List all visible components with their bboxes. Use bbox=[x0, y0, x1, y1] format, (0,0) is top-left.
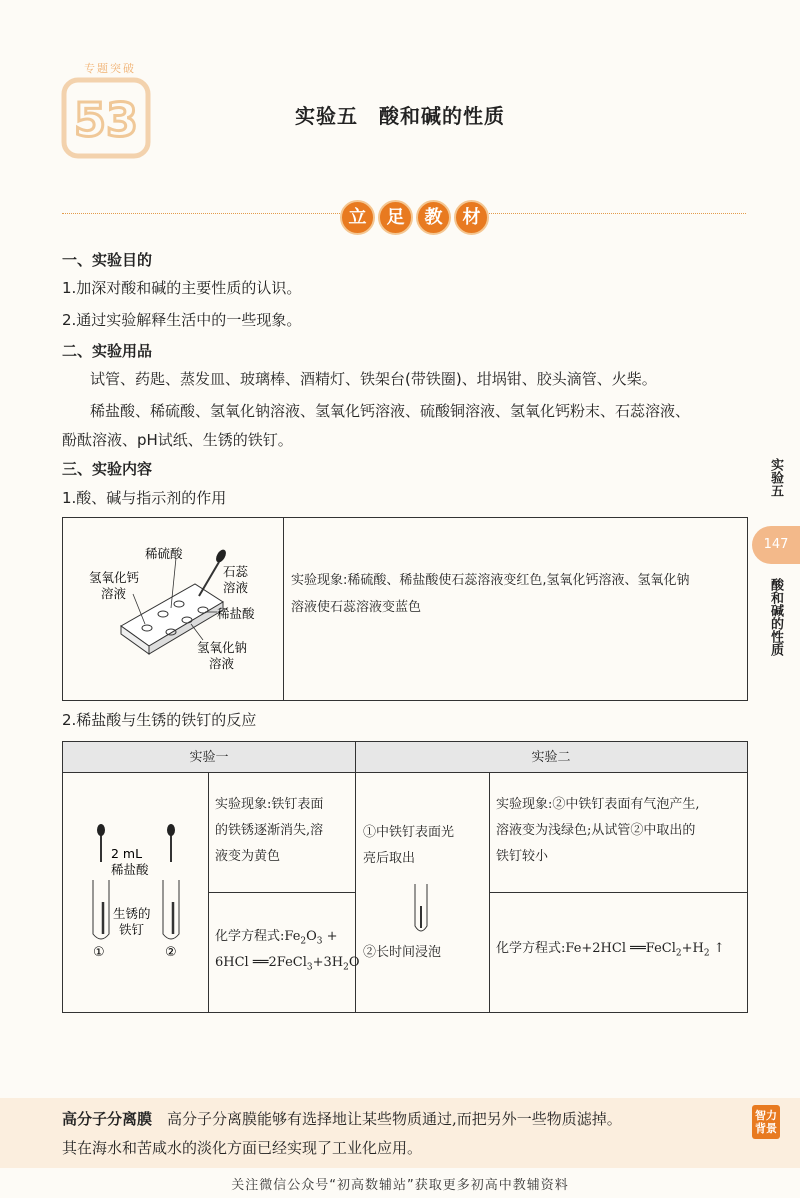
divider-left bbox=[62, 213, 348, 214]
small-test-tube-icon bbox=[411, 882, 431, 937]
materials-line: 试管、药匙、蒸发皿、玻璃棒、酒精灯、铁架台(带铁圈)、坩埚钳、胶头滴管、火柴。 bbox=[90, 370, 657, 388]
purpose-item: 1.加深对酸和碱的主要性质的认识。 bbox=[62, 279, 302, 297]
exp2-step: 亮后取出 bbox=[363, 851, 416, 866]
label-naoh-2: 溶液 bbox=[209, 656, 235, 671]
exp2-equation: 化学方程式:Fe+2HCl $══FeCl_2+H_2$ ↑ bbox=[496, 941, 725, 959]
exp1-equation: 6HCl $══2FeCl_3+3H_2O$ bbox=[215, 955, 360, 973]
observation-line: 溶液使石蕊溶液变蓝色 bbox=[291, 600, 422, 615]
footer-badge: 智力背景 bbox=[752, 1105, 780, 1139]
materials-line: 稀盐酸、稀硫酸、氢氧化钠溶液、氢氧化钙溶液、硫酸铜溶液、氢氧化钙粉末、石蕊溶液、 bbox=[90, 402, 691, 420]
tube-1-label: ① bbox=[93, 945, 105, 960]
divider-right bbox=[476, 213, 746, 214]
indicator-table bbox=[62, 517, 748, 701]
exp1-equation: 化学方程式$:Fe_2O_3$ + bbox=[215, 929, 338, 947]
page-number: 147 bbox=[752, 526, 800, 564]
tube-2-label: ② bbox=[165, 945, 177, 960]
heading-purpose: 一、实验目的 bbox=[62, 251, 153, 269]
topic-tag: 专题突破 bbox=[84, 62, 136, 75]
label-litmus: 石蕊 bbox=[223, 564, 249, 579]
subheading-indicator: 1.酸、碱与指示剂的作用 bbox=[62, 489, 227, 507]
label-litmus-2: 溶液 bbox=[223, 580, 249, 595]
page-title: 实验五 酸和碱的性质 bbox=[295, 104, 505, 128]
side-chapter-label: 实验五 bbox=[768, 458, 783, 497]
subheading-rust: 2.稀盐酸与生锈的铁钉的反应 bbox=[62, 711, 257, 729]
banner-char: 材 bbox=[454, 200, 489, 235]
exp1-observation: 实验现象:铁钉表面 bbox=[215, 797, 324, 812]
row-divider bbox=[489, 892, 747, 893]
logo-number: 53 bbox=[73, 93, 139, 147]
label-2ml: 2 mL bbox=[111, 846, 143, 861]
observation-line: 实验现象:稀硫酸、稀盐酸使石蕊溶液变红色,氢氧化钙溶液、氢氧化钠 bbox=[291, 573, 690, 588]
label-hcl: 稀盐酸 bbox=[217, 606, 255, 621]
exp2-observation: 实验现象:②中铁钉表面有气泡产生, bbox=[496, 797, 700, 812]
materials-line: 酚酞溶液、pH试纸、生锈的铁钉。 bbox=[62, 431, 293, 449]
exp2-step: ①中铁钉表面光 bbox=[363, 825, 455, 840]
banner-char: 足 bbox=[378, 200, 413, 235]
spot-plate-figure bbox=[73, 528, 278, 693]
label-sulfuric: 稀硫酸 bbox=[145, 546, 183, 561]
header-exp1: 实验一 bbox=[189, 750, 229, 765]
section-banner bbox=[340, 200, 489, 235]
label-nail: 铁钉 bbox=[119, 922, 145, 937]
footer-line: 高分子分离膜 高分子分离膜能够有选择地让某些物质通过,而把另外一些物质滤掉。 bbox=[62, 1110, 622, 1128]
row-divider bbox=[208, 892, 355, 893]
table-divider bbox=[283, 518, 284, 700]
side-topic-label: 酸和碱的性质 bbox=[768, 578, 783, 656]
heading-materials: 二、实验用品 bbox=[62, 342, 153, 360]
purpose-item: 2.通过实验解释生活中的一些现象。 bbox=[62, 311, 302, 329]
exp2-observation: 溶液变为浅绿色;从试管②中取出的 bbox=[496, 823, 696, 838]
footer-line: 其在海水和苦咸水的淡化方面已经实现了工业化应用。 bbox=[62, 1139, 423, 1157]
test-tube-figure bbox=[81, 822, 201, 962]
exp1-observation: 的铁锈逐渐消失,溶 bbox=[215, 823, 324, 838]
header-exp2: 实验二 bbox=[531, 750, 571, 765]
label-caoh2-2: 溶液 bbox=[101, 586, 127, 601]
exp2-step: ②长时间浸泡 bbox=[363, 945, 442, 960]
heading-content: 三、实验内容 bbox=[62, 460, 153, 478]
watermark: 关注微信公众号“初高数辅站”获取更多初高中教辅资料 bbox=[231, 1178, 569, 1193]
rust-table bbox=[62, 741, 748, 1013]
exp1-observation: 液变为黄色 bbox=[215, 849, 281, 864]
banner-char: 教 bbox=[416, 200, 451, 235]
label-caoh2: 氢氧化钙 bbox=[89, 570, 140, 585]
exp2-observation: 铁钉较小 bbox=[496, 849, 549, 864]
label-rusty: 生锈的 bbox=[113, 906, 151, 921]
label-naoh: 氢氧化钠 bbox=[197, 640, 248, 655]
label-hcl: 稀盐酸 bbox=[111, 862, 149, 877]
banner-char: 立 bbox=[340, 200, 375, 235]
